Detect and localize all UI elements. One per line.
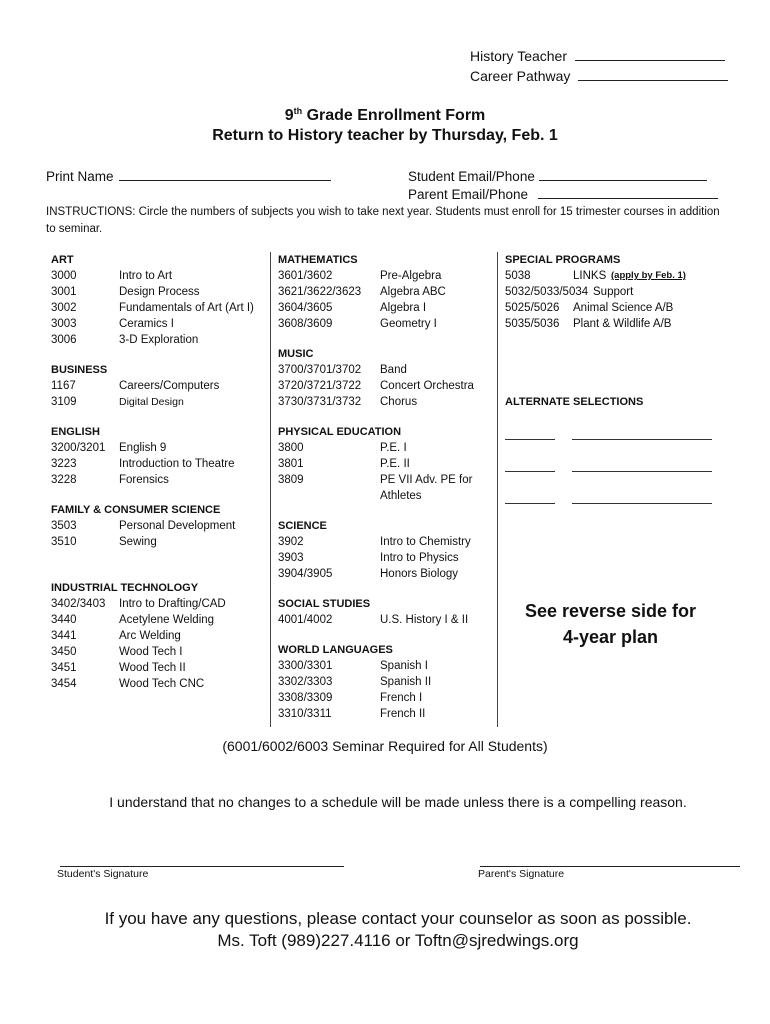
course-number: 3000 [51, 270, 77, 282]
apply-deadline-note: (apply by Feb. 1) [611, 270, 686, 281]
instructions: INSTRUCTIONS: Circle the numbers of subjects you wish to take next year. Students must enroll for 15 trimester courses in addition to seminar. [46, 206, 720, 235]
course-number: 5038 [505, 270, 531, 282]
course-row[interactable] [51, 660, 266, 676]
course-row[interactable] [278, 268, 493, 284]
course-number: 3903 [278, 552, 304, 564]
course-row[interactable] [505, 300, 730, 316]
course-number: 5025/5026 [505, 302, 560, 314]
course-row[interactable] [278, 534, 493, 550]
course-number: 3621/3622/3623 [278, 286, 362, 298]
course-number: 3002 [51, 302, 77, 314]
course-name: Design Process [119, 286, 200, 298]
course-row[interactable] [278, 440, 493, 456]
course-name: Plant & Wildlife A/B [573, 318, 672, 330]
course-name: Digital Design [119, 396, 184, 408]
course-name: P.E. I [380, 442, 407, 454]
course-name: English 9 [119, 442, 167, 454]
course-name: Intro to Physics [380, 552, 459, 564]
course-number: 3441 [51, 630, 77, 642]
course-name: Chorus [380, 396, 418, 408]
section-heading-english: ENGLISH [51, 426, 100, 438]
course-number: 3228 [51, 474, 77, 486]
section-heading-industrial-technology: INDUSTRIAL TECHNOLOGY [51, 582, 199, 594]
student-contact-field[interactable] [408, 168, 707, 184]
grade-suffix: th [293, 106, 303, 116]
course-row[interactable] [278, 394, 493, 410]
course-name: Algebra I [380, 302, 427, 314]
course-row[interactable] [51, 472, 266, 488]
course-number: 4001/4002 [278, 614, 333, 626]
section-heading-social-studies: SOCIAL STUDIES [278, 598, 371, 610]
course-name: Support [593, 286, 634, 298]
course-row[interactable] [278, 566, 493, 582]
course-row[interactable] [51, 394, 266, 410]
course-number: 3223 [51, 458, 77, 470]
course-row[interactable] [51, 284, 266, 300]
left-column [51, 252, 266, 692]
course-name: Concert Orchestra [380, 380, 474, 392]
print-name-line[interactable] [119, 168, 331, 181]
print-name-field[interactable] [46, 168, 331, 184]
course-number: 3604/3605 [278, 302, 333, 314]
parent-contact-field[interactable] [408, 186, 718, 202]
alternate-2-name-line[interactable] [572, 470, 712, 472]
course-number: 3300/3301 [278, 660, 333, 672]
course-name: Sewing [119, 536, 157, 548]
history-teacher-label: History Teacher [470, 48, 568, 64]
course-row[interactable] [51, 596, 266, 612]
course-name: Acetylene Welding [119, 614, 215, 626]
course-number: 3902 [278, 536, 304, 548]
course-name: French I [380, 692, 423, 704]
course-name: Wood Tech CNC [119, 678, 205, 690]
course-row[interactable] [278, 362, 493, 378]
course-row[interactable] [278, 612, 493, 628]
course-number: 3302/3303 [278, 676, 333, 688]
course-row[interactable] [51, 644, 266, 660]
course-name: French II [380, 708, 426, 720]
student-signature-line[interactable] [60, 866, 344, 867]
course-number: 3601/3602 [278, 270, 333, 282]
section-heading-science: SCIENCE [278, 520, 327, 532]
course-row[interactable] [505, 284, 730, 300]
grade-number: 9 [284, 107, 294, 124]
parent-contact-line[interactable] [538, 186, 718, 199]
course-number: 5035/5036 [505, 318, 560, 330]
course-number: 3006 [51, 334, 77, 346]
course-row[interactable] [51, 378, 266, 394]
course-number: 3700/3701/3702 [278, 364, 362, 376]
course-number: 3800 [278, 442, 304, 454]
course-name: U.S. History I & II [380, 614, 469, 626]
alternate-2-number-line[interactable] [505, 470, 555, 472]
course-number: 3720/3721/3722 [278, 380, 362, 392]
course-name: Ceramics I [119, 318, 174, 330]
course-name: P.E. II [380, 458, 410, 470]
counselor-contact [0, 908, 770, 952]
course-number: 3904/3905 [278, 568, 333, 580]
course-number: 3454 [51, 678, 77, 690]
course-number: 3503 [51, 520, 77, 532]
course-name: Animal Science A/B [573, 302, 674, 314]
course-row[interactable] [51, 332, 266, 348]
history-teacher-field[interactable] [470, 47, 725, 65]
parent-signature-label: Parent's Signature [478, 868, 565, 880]
history-teacher-line[interactable] [575, 48, 725, 61]
alternate-3-number-line[interactable] [505, 502, 555, 504]
schedule-change-statement: I understand that no changes to a schedule will be made unless there is a compelling reason. [109, 794, 687, 810]
reverse-side-note-line2: 4-year plan [562, 627, 659, 647]
course-name-continuation: Athletes [380, 490, 422, 502]
course-number: 3809 [278, 474, 304, 486]
contact-line2: Ms. Toft (989)227.4116 or Toftn@sjredwings.org [217, 931, 579, 950]
course-number: 3003 [51, 318, 77, 330]
course-name: Band [380, 364, 407, 376]
seminar-note: (6001/6002/6003 Seminar Required for All Students) [222, 738, 548, 754]
course-name: Intro to Drafting/CAD [119, 598, 226, 610]
course-row[interactable] [505, 316, 730, 332]
course-row[interactable] [278, 550, 493, 566]
career-pathway-field[interactable] [470, 67, 728, 85]
section-heading-family-consumer-science: FAMILY & CONSUMER SCIENCE [51, 504, 221, 516]
course-number: 3440 [51, 614, 77, 626]
course-name: Geometry I [380, 318, 437, 330]
course-name: Wood Tech II [119, 662, 186, 674]
course-number: 3730/3731/3732 [278, 396, 362, 408]
student-signature-label: Student's Signature [57, 868, 149, 880]
course-row[interactable] [51, 456, 266, 472]
course-number: 1167 [51, 380, 76, 392]
alternate-1-name-line[interactable] [572, 438, 712, 440]
course-name: Careers/Computers [119, 380, 220, 392]
middle-column [278, 252, 493, 722]
course-number: 3310/3311 [278, 708, 332, 720]
section-heading-art: ART [51, 254, 74, 266]
course-name: Introduction to Theatre [119, 458, 235, 470]
course-row[interactable] [278, 316, 493, 332]
course-row[interactable] [51, 300, 266, 316]
section-heading-music: MUSIC [278, 348, 314, 360]
course-name: Fundamentals of Art (Art I) [119, 302, 254, 314]
course-row-continuation [278, 488, 493, 504]
course-number: 3402/3403 [51, 598, 106, 610]
course-number: 3608/3609 [278, 318, 333, 330]
course-name: Spanish I [380, 660, 428, 672]
course-row[interactable] [278, 300, 493, 316]
course-name: Arc Welding [119, 630, 181, 642]
course-row[interactable] [278, 706, 493, 722]
course-row[interactable] [51, 676, 266, 692]
course-row[interactable] [51, 612, 266, 628]
section-heading-world-languages: WORLD LANGUAGES [278, 644, 393, 656]
course-row[interactable] [51, 316, 266, 332]
course-row[interactable] [505, 268, 730, 284]
course-number: 3450 [51, 646, 77, 658]
column-divider-left [270, 252, 271, 727]
career-pathway-line[interactable] [578, 68, 728, 81]
course-row[interactable] [51, 628, 266, 644]
course-number: 3801 [278, 458, 304, 470]
course-number: 5032/5033/5034 [505, 286, 589, 298]
course-row[interactable] [278, 690, 493, 706]
course-name: Forensics [119, 474, 169, 486]
course-number: 3451 [51, 662, 77, 674]
section-heading-alternate-selections: ALTERNATE SELECTIONS [505, 396, 644, 408]
course-name: Algebra ABC [380, 286, 446, 298]
section-heading-special-programs: SPECIAL PROGRAMS [505, 254, 621, 266]
course-name: Intro to Art [119, 270, 173, 282]
parent-signature-line[interactable] [480, 866, 740, 867]
course-name: Personal Development [119, 520, 236, 532]
course-name: Intro to Chemistry [380, 536, 471, 548]
student-contact-label: Student Email/Phone [408, 169, 535, 184]
course-number: 3200/3201 [51, 442, 106, 454]
section-heading-mathematics: MATHEMATICS [278, 254, 358, 266]
course-name: 3-D Exploration [119, 334, 199, 346]
parent-contact-label: Parent Email/Phone [408, 187, 529, 202]
course-row[interactable] [278, 378, 493, 394]
course-row[interactable] [278, 674, 493, 690]
form-name: Grade Enrollment Form [302, 107, 486, 124]
course-name: Wood Tech I [119, 646, 183, 658]
course-number: 3109 [51, 396, 77, 408]
section-heading-physical-education: PHYSICAL EDUCATION [278, 426, 402, 438]
course-number: 3510 [51, 536, 77, 548]
alternate-3-name-line[interactable] [572, 502, 712, 504]
course-name: PE VII Adv. PE for [380, 474, 473, 486]
student-contact-line[interactable] [539, 168, 707, 181]
course-number: 3308/3309 [278, 692, 333, 704]
reverse-side-note [503, 598, 718, 650]
course-row[interactable] [278, 456, 493, 472]
course-name: Honors Biology [380, 568, 458, 580]
course-name: LINKS [573, 270, 607, 282]
course-row[interactable] [51, 268, 266, 284]
course-row[interactable] [278, 284, 493, 300]
right-column [505, 252, 730, 410]
reverse-side-note-line1: See reverse side for [524, 601, 697, 621]
course-row[interactable] [51, 440, 266, 456]
course-name: Spanish II [380, 676, 432, 688]
column-divider-right [497, 252, 498, 727]
career-pathway-label: Career Pathway [470, 68, 571, 84]
alternate-1-number-line[interactable] [505, 438, 555, 440]
section-heading-business: BUSINESS [51, 364, 108, 376]
course-row[interactable] [51, 518, 266, 534]
form-title [0, 106, 770, 125]
contact-line1: If you have any questions, please contact your counselor as soon as possible. [104, 909, 692, 928]
course-row[interactable] [278, 658, 493, 674]
course-row[interactable] [278, 472, 493, 488]
course-number: 3001 [51, 286, 77, 298]
return-instruction: Return to History teacher by Thursday, Feb. 1 [212, 127, 558, 144]
course-name: Pre-Algebra [380, 270, 442, 282]
print-name-label: Print Name [46, 169, 114, 184]
course-row[interactable] [51, 534, 266, 550]
